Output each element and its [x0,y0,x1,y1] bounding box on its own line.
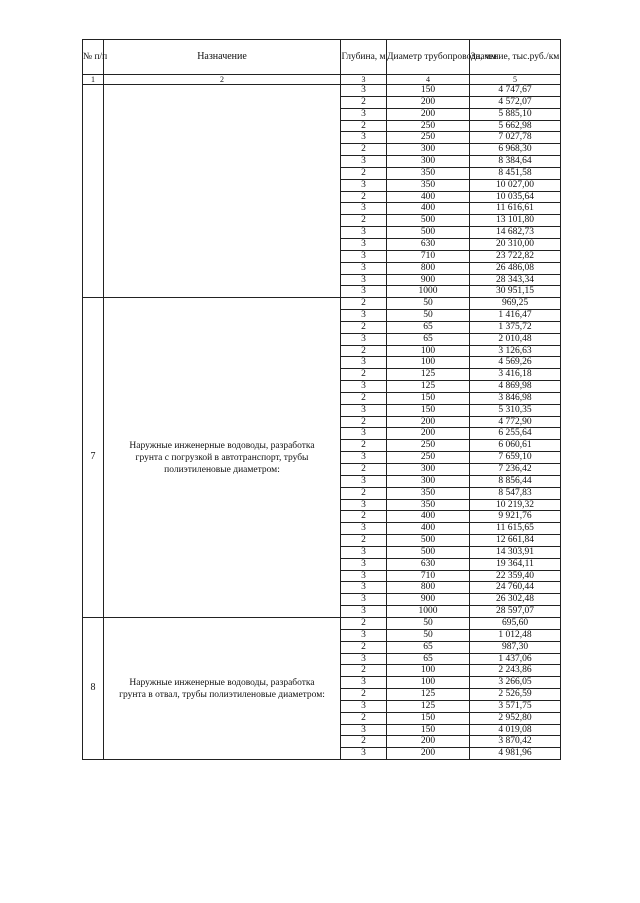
depth-cell: 3 [341,629,387,641]
depth-cell: 2 [341,641,387,653]
diameter-cell: 150 [387,724,470,736]
diameter-cell: 500 [387,227,470,239]
diameter-cell: 250 [387,120,470,132]
value-cell: 20 310,00 [470,238,561,250]
depth-cell: 3 [341,582,387,594]
value-cell: 3 416,18 [470,369,561,381]
value-cell: 28 343,34 [470,274,561,286]
diameter-cell: 150 [387,712,470,724]
diameter-cell: 200 [387,428,470,440]
diameter-cell: 250 [387,452,470,464]
diameter-cell: 900 [387,594,470,606]
depth-cell: 2 [341,298,387,310]
diameter-cell: 900 [387,274,470,286]
depth-cell: 3 [341,310,387,322]
diameter-cell: 200 [387,748,470,760]
value-cell: 1 012,48 [470,629,561,641]
value-cell: 2 952,80 [470,712,561,724]
depth-cell: 2 [341,215,387,227]
diameter-cell: 800 [387,582,470,594]
diameter-cell: 65 [387,653,470,665]
price-table [82,39,561,760]
value-cell: 4 772,90 [470,416,561,428]
diameter-cell: 350 [387,167,470,179]
header-depth: Глубина, м [341,40,387,75]
diameter-cell: 300 [387,144,470,156]
depth-cell: 3 [341,250,387,262]
depth-cell: 3 [341,558,387,570]
depth-cell: 3 [341,606,387,618]
table-row [83,298,561,310]
value-cell: 3 846,98 [470,392,561,404]
depth-cell: 3 [341,286,387,298]
depth-cell: 2 [341,617,387,629]
section-description [104,85,341,298]
depth-cell: 3 [341,653,387,665]
value-cell: 2 010,48 [470,333,561,345]
section-number [83,85,104,298]
value-cell: 14 682,73 [470,227,561,239]
diameter-cell: 400 [387,203,470,215]
value-cell: 24 760,44 [470,582,561,594]
value-cell: 3 266,05 [470,677,561,689]
diameter-cell: 200 [387,736,470,748]
value-cell: 10 219,32 [470,499,561,511]
value-cell: 12 661,84 [470,535,561,547]
value-cell: 1 375,72 [470,321,561,333]
diameter-cell: 200 [387,416,470,428]
diameter-cell: 50 [387,617,470,629]
value-cell: 13 101,80 [470,215,561,227]
value-cell: 26 302,48 [470,594,561,606]
value-cell: 3 571,75 [470,700,561,712]
depth-cell: 3 [341,677,387,689]
value-cell: 2 243,86 [470,665,561,677]
header-number: № п/п [83,40,104,75]
section-description: Наружные инженерные водоводы, разработка грунта в отвал, трубы полиэтиленовые диаметром: [104,617,341,759]
value-cell: 8 547,83 [470,487,561,499]
diameter-cell: 150 [387,404,470,416]
value-cell: 8 856,44 [470,475,561,487]
diameter-cell: 100 [387,677,470,689]
diameter-cell: 500 [387,546,470,558]
depth-cell: 3 [341,381,387,393]
diameter-cell: 710 [387,570,470,582]
value-cell: 7 236,42 [470,464,561,476]
depth-cell: 3 [341,108,387,120]
value-cell: 1 437,06 [470,653,561,665]
value-cell: 14 303,91 [470,546,561,558]
depth-cell: 2 [341,487,387,499]
header-value: Значение, тыс.руб./км [470,40,561,75]
value-cell: 2 526,59 [470,689,561,701]
diameter-cell: 125 [387,700,470,712]
depth-cell: 3 [341,203,387,215]
depth-cell: 2 [341,369,387,381]
diameter-cell: 400 [387,191,470,203]
diameter-cell: 400 [387,523,470,535]
depth-cell: 3 [341,238,387,250]
value-cell: 10 027,00 [470,179,561,191]
value-cell: 4 019,08 [470,724,561,736]
column-number: 4 [387,75,470,85]
column-number: 2 [104,75,341,85]
depth-cell: 3 [341,499,387,511]
value-cell: 987,30 [470,641,561,653]
value-cell: 695,60 [470,617,561,629]
depth-cell: 2 [341,96,387,108]
depth-cell: 3 [341,748,387,760]
diameter-cell: 350 [387,487,470,499]
depth-cell: 3 [341,262,387,274]
depth-cell: 3 [341,594,387,606]
depth-cell: 2 [341,689,387,701]
depth-cell: 2 [341,736,387,748]
diameter-cell: 350 [387,179,470,191]
value-cell: 1 416,47 [470,310,561,322]
diameter-cell: 500 [387,215,470,227]
depth-cell: 3 [341,523,387,535]
depth-cell: 2 [341,440,387,452]
depth-cell: 2 [341,712,387,724]
value-cell: 5 310,35 [470,404,561,416]
diameter-cell: 350 [387,499,470,511]
value-cell: 11 615,65 [470,523,561,535]
depth-cell: 3 [341,333,387,345]
depth-cell: 3 [341,404,387,416]
diameter-cell: 800 [387,262,470,274]
diameter-cell: 100 [387,357,470,369]
value-cell: 8 451,58 [470,167,561,179]
value-cell: 4 572,07 [470,96,561,108]
depth-cell: 3 [341,132,387,144]
depth-cell: 3 [341,724,387,736]
value-cell: 6 060,61 [470,440,561,452]
depth-cell: 3 [341,570,387,582]
diameter-cell: 630 [387,558,470,570]
diameter-cell: 125 [387,381,470,393]
table-row [83,85,561,97]
diameter-cell: 150 [387,85,470,97]
value-cell: 5 885,10 [470,108,561,120]
depth-cell: 3 [341,452,387,464]
value-cell: 4 869,98 [470,381,561,393]
value-cell: 3 126,63 [470,345,561,357]
diameter-cell: 1000 [387,606,470,618]
depth-cell: 2 [341,511,387,523]
value-cell: 4 569,26 [470,357,561,369]
diameter-cell: 100 [387,345,470,357]
value-cell: 26 486,08 [470,262,561,274]
depth-cell: 2 [341,167,387,179]
value-cell: 4 981,96 [470,748,561,760]
value-cell: 22 359,40 [470,570,561,582]
value-cell: 23 722,82 [470,250,561,262]
diameter-cell: 100 [387,665,470,677]
diameter-cell: 65 [387,333,470,345]
value-cell: 11 616,61 [470,203,561,215]
diameter-cell: 300 [387,475,470,487]
diameter-cell: 400 [387,511,470,523]
diameter-cell: 200 [387,96,470,108]
value-cell: 10 035,64 [470,191,561,203]
diameter-cell: 65 [387,321,470,333]
depth-cell: 3 [341,179,387,191]
depth-cell: 3 [341,274,387,286]
diameter-cell: 125 [387,689,470,701]
value-cell: 30 951,15 [470,286,561,298]
value-cell: 28 597,07 [470,606,561,618]
depth-cell: 2 [341,392,387,404]
value-cell: 5 662,98 [470,120,561,132]
diameter-cell: 250 [387,440,470,452]
value-cell: 7 659,10 [470,452,561,464]
value-cell: 6 255,64 [470,428,561,440]
value-cell: 3 870,42 [470,736,561,748]
value-cell: 4 747,67 [470,85,561,97]
value-cell: 19 364,11 [470,558,561,570]
value-cell: 6 968,30 [470,144,561,156]
column-number: 5 [470,75,561,85]
depth-cell: 2 [341,464,387,476]
diameter-cell: 300 [387,156,470,168]
header-row [83,40,561,75]
column-number: 3 [341,75,387,85]
diameter-cell: 50 [387,310,470,322]
depth-cell: 2 [341,665,387,677]
depth-cell: 3 [341,428,387,440]
depth-cell: 3 [341,227,387,239]
header-diameter: Диаметр трубопровода, мм [387,40,470,75]
value-cell: 9 921,76 [470,511,561,523]
depth-cell: 3 [341,85,387,97]
value-cell: 969,25 [470,298,561,310]
value-cell: 8 384,64 [470,156,561,168]
depth-cell: 2 [341,416,387,428]
depth-cell: 3 [341,546,387,558]
depth-cell: 3 [341,475,387,487]
diameter-cell: 710 [387,250,470,262]
diameter-cell: 150 [387,392,470,404]
diameter-cell: 300 [387,464,470,476]
depth-cell: 2 [341,321,387,333]
section-description: Наружные инженерные водоводы, разработка грунта с погрузкой в автотранспорт, трубы полиэтиленовые диаметром: [104,298,341,618]
depth-cell: 2 [341,535,387,547]
diameter-cell: 1000 [387,286,470,298]
depth-cell: 2 [341,345,387,357]
value-cell: 7 027,78 [470,132,561,144]
table-row [83,617,561,629]
diameter-cell: 250 [387,132,470,144]
depth-cell: 2 [341,120,387,132]
diameter-cell: 125 [387,369,470,381]
diameter-cell: 500 [387,535,470,547]
section-number: 7 [83,298,104,618]
depth-cell: 3 [341,156,387,168]
table-body [83,85,561,760]
header-purpose: Назначение [104,40,341,75]
depth-cell: 2 [341,191,387,203]
depth-cell: 2 [341,144,387,156]
column-number: 1 [83,75,104,85]
depth-cell: 3 [341,357,387,369]
diameter-cell: 630 [387,238,470,250]
diameter-cell: 200 [387,108,470,120]
depth-cell: 3 [341,700,387,712]
diameter-cell: 50 [387,298,470,310]
section-number: 8 [83,617,104,759]
column-number-row [83,75,561,85]
diameter-cell: 50 [387,629,470,641]
diameter-cell: 65 [387,641,470,653]
